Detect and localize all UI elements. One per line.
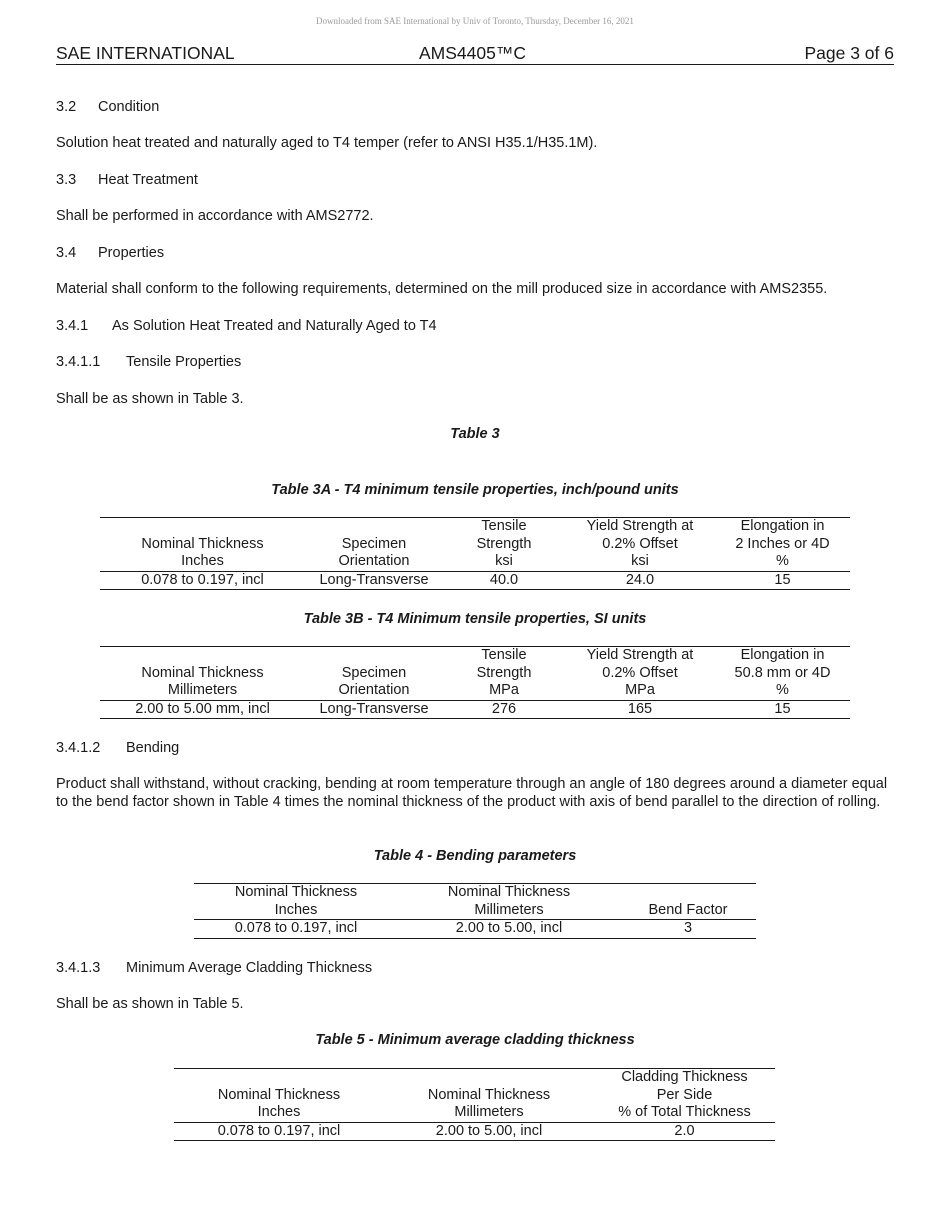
table-3-caption: Table 3 [450,426,500,442]
section-number: 3.4 [56,245,77,261]
header-cell: Yield Strength at [565,647,715,665]
table-5-caption: Table 5 - Minimum average cladding thickness [315,1032,635,1048]
table-cell: 0.078 to 0.197, incl [194,920,398,939]
table-cell: 0.078 to 0.197, incl [174,1122,384,1141]
section-heading-3-4-1-2 [56,739,896,757]
table-cell: 276 [443,700,565,719]
download-watermark: Downloaded from SAE International by Univ of Toronto, Thursday, December 16, 2021 [316,16,634,26]
table-cell: 2.00 to 5.00, incl [384,1122,594,1141]
table-cell: Long-Transverse [305,700,443,719]
section-heading-3-4-1 [56,317,896,335]
header-cell: Elongation in [715,647,850,665]
table-5 [174,1068,775,1141]
header-cell: Millimeters [384,1104,594,1122]
section-heading-3-2 [56,98,896,116]
table-row [174,1122,775,1141]
header-cell [174,1069,384,1087]
header-cell: Millimeters [100,682,305,700]
header-cell [384,1069,594,1087]
section-title: As Solution Heat Treated and Naturally Aged to T4 [112,318,437,334]
section-heading-3-4-1-1 [56,353,896,371]
table-cell: Long-Transverse [305,571,443,590]
header-cell: Strength [476,535,532,552]
header-document-id: AMS4405™C [419,43,526,63]
section-heading-3-3 [56,171,896,189]
section-heading-3-4-1-3 [56,959,896,977]
table-cell: 2.00 to 5.00 mm, incl [100,700,305,719]
header-cell: Specimen [341,535,407,552]
header-cell: Strength [476,664,532,681]
header-cell: Millimeters [398,902,620,920]
section-3-2-text: Solution heat treated and naturally aged to T4 temper (refer to ANSI H35.1/H35.1M). [56,135,598,151]
header-cell: % of Total Thickness [594,1104,775,1122]
header-cell: Elongation in [715,518,850,536]
header-cell: ksi [443,553,565,571]
section-3-4-1-2-text: Product shall withstand, without cracking, bending at room temperature through an angle of 180 degrees around a diameter equal to the bend factor shown in Table 4 times the nominal thickness of the product with axis of bend parallel to the direction of rolling. [56,776,888,810]
header-cell [620,884,756,902]
header-cell: Orientation [305,553,443,571]
section-3-4-1-3-text: Shall be as shown in Table 5. [56,996,244,1012]
section-heading-3-4 [56,244,896,262]
header-cell: % [715,682,850,700]
header-cell [100,647,305,665]
header-cell: % [715,553,850,571]
section-title: Condition [98,99,160,115]
table-row [194,920,756,939]
header-cell: Per Side [656,1086,713,1103]
header-cell: Nominal Thickness [141,664,264,681]
section-3-4-1-1-text: Shall be as shown in Table 3. [56,391,244,407]
header-cell: Yield Strength at [565,518,715,536]
table-cell: 15 [715,571,850,590]
header-cell: 50.8 mm or 4D [734,664,831,681]
table-cell: 0.078 to 0.197, incl [100,571,305,590]
section-number: 3.4.1.1 [56,354,101,370]
section-title: Tensile Properties [126,354,242,370]
header-cell [305,647,443,665]
table-cell: 2.0 [594,1122,775,1141]
table-4-caption: Table 4 - Bending parameters [373,848,577,864]
table-cell: 15 [715,700,850,719]
table-3a-caption: Table 3A - T4 minimum tensile properties, inch/pound units [271,482,679,498]
header-cell: Bend Factor [620,902,756,920]
header-cell: Nominal Thickness [398,884,620,902]
header-cell: MPa [443,682,565,700]
header-cell: Inches [100,553,305,571]
table-3a [100,517,850,590]
section-3-3-text: Shall be performed in accordance with AMS2772. [56,208,374,224]
table-cell: 40.0 [443,571,565,590]
section-title: Minimum Average Cladding Thickness [126,960,373,976]
table-cell: 2.00 to 5.00, incl [398,920,620,939]
table-cell: 24.0 [565,571,715,590]
header-cell: Inches [194,902,398,920]
section-number: 3.4.1.2 [56,740,101,756]
header-cell: Tensile [443,518,565,536]
header-cell: ksi [565,553,715,571]
header-cell: Specimen [341,664,407,681]
section-number: 3.3 [56,172,77,188]
header-cell: 0.2% Offset [602,535,678,552]
table-cell: 165 [565,700,715,719]
header-cell [305,518,443,536]
header-cell: Tensile [443,647,565,665]
section-number: 3.2 [56,99,77,115]
table-cell: 3 [620,920,756,939]
header-cell: 0.2% Offset [602,664,678,681]
table-3b-caption: Table 3B - T4 Minimum tensile properties, SI units [303,611,647,627]
section-title: Heat Treatment [98,172,198,188]
section-title: Properties [98,245,165,261]
header-cell: Nominal Thickness [217,1086,341,1103]
header-organization: SAE INTERNATIONAL [56,43,235,63]
header-cell: Inches [174,1104,384,1122]
header-cell: 2 Inches or 4D [735,535,830,552]
header-cell: MPa [565,682,715,700]
table-row [100,571,850,590]
header-cell: Nominal Thickness [427,1086,551,1103]
header-page-number: Page 3 of 6 [804,43,894,63]
header-cell: Nominal Thickness [141,535,264,552]
section-number: 3.4.1.3 [56,960,101,976]
page-header [56,44,894,65]
header-cell: Cladding Thickness [594,1069,775,1087]
section-number: 3.4.1 [56,318,89,334]
section-3-4-text: Material shall conform to the following requirements, determined on the mill produced size in accordance with AMS2355. [56,281,828,297]
table-3b [100,646,850,719]
table-4 [194,883,756,939]
table-row [100,700,850,719]
header-cell: Nominal Thickness [194,884,398,902]
section-title: Bending [126,740,180,756]
header-cell: Orientation [305,682,443,700]
header-cell [100,518,305,536]
